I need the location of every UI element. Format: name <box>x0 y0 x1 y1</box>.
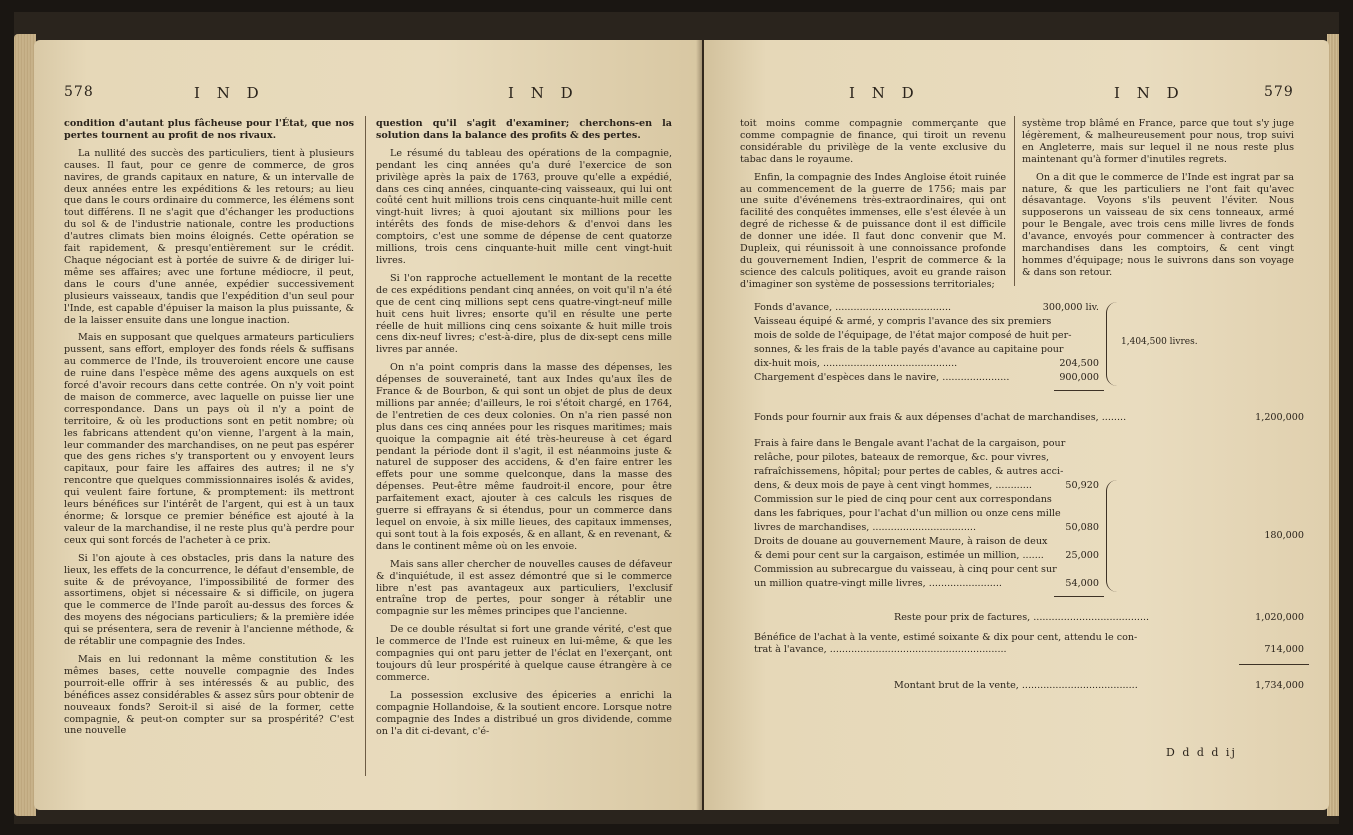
account-row-label: dix-huit mois, ............................................ <box>754 358 958 369</box>
paragraph: Enfin, la compagnie des Indes Angloise étoit ruinée au commencement de la guerre de 1756; mais par une suite d'événemens très-extraordinaires, qui ont facilité des conquêtes immenses, elle s'est élevée à un degré de richesse & de puissance dont il est difficile de donner une idée. Il faut donc convenir que M. Dupleix, qui réunissoit à une connoissance profonde du gouvernement Indien, l'esprit de commerce & la science des calculs politiques, avoit eu grande raison d'imaginer son système de possessions territoriales; <box>740 171 1006 290</box>
paragraph: système trop blâmé en France, parce que tout s'y juge légèrement, & malheureusement pour nous, trop suivi en Angleterre, mais sur lequel il ne nous reste plus maintenant qu'à former d'inutiles regrets. <box>1022 118 1294 165</box>
account-row-value: 204,500 <box>1059 358 1099 369</box>
paragraph: condition d'autant plus fâcheuse pour l'État, que nos pertes tournent au profit de nos rivaux. <box>64 118 354 141</box>
paragraph: Le résumé du tableau des opérations de la compagnie, pendant les cinq années qu'a duré l'exercice de son privilège après la paix de 1763, prouve qu'elle a expédié, dans ces cinq années, cinquante-cinq vaisseaux, qui lui ont coûté cent huit millions trois cens cinquante-huit mille cent vingt-huit livres; à quoi ajoutant six millions pour les intérêts des fonds de mise-dehors & d'envoi dans les comptoirs, c'est une somme de dépense de cent quatorze millions, trois cens cinquante-huit mille cent vingt-huit livres. <box>376 147 672 266</box>
account-row-label: Frais à faire dans le Bengale avant l'achat de la cargaison, pour <box>754 438 1066 449</box>
account-row-value: 900,000 <box>1059 372 1099 383</box>
paragraph: La nullité des succès des particuliers, tient à plusieurs causes. Il faut, pour ce genre de commerce, de gros navires, de grands capitaux en nature, & un intervalle de deux années entre les expéditions & les retours; au lieu que dans le cours ordinaire du commerce, les élémens sont tout différens. Il ne s'agit que d'échanger les productions du sol & de l'industrie nationale, contre les productions d'autres climats bien moins éloignés. Cette opération se fait rapidement, & presqu'entièrement sur le crédit. Chaque négociant est à portée de suivre & de diriger lui-même ses affaires; avec une fortune médiocre, il peut, dans le cours d'une année, expédier successivement plusieurs vaisseaux, tandis que l'expédition d'un seul pour l'Inde, est capable d'épuiser la maison la plus puissante, & de la laisser ensuite dans une longue inaction. <box>64 147 354 326</box>
paragraph: Si l'on ajoute à ces obstacles, pris dans la nature des lieux, les effets de la concurrence, le défaut d'ensemble, de suite & de prévoyance, l'impossibilité de former des assortimens, objet si nécessaire & si difficile, on jugera que le commerce de l'Inde paroît au-dessus des forces & des moyens des négocians particuliers; & la première idée qui se présentera, sera de revenir à l'ancienne méthode, & de rétablir une compagnie des Indes. <box>64 552 354 648</box>
running-head-right-col2: I N D <box>1114 84 1185 102</box>
account-row-label: rafraîchissemens, hôpital; pour pertes de cables, & autres acci- <box>754 466 1064 477</box>
total-1: 1,404,500 livres. <box>1121 337 1198 347</box>
right-page <box>704 40 1329 810</box>
page-number-left: 578 <box>64 84 94 100</box>
paragraph: Mais en supposant que quelques armateurs particuliers pussent, sans effort, employer des fonds réels & suffisans au commerce de l'Inde, ils trouveroient encore une cause de ruine dans l'espèce même des agens auxquels on est forcé d'avoir recours dans cette contrée. On n'y voit point de maison de commerce, avec laquelle on puisse lier une correspondance. Dans un pays où il n'y a point de territoire, & où les productions sont en petit nombre; où les fabricans attendent qu'on vienne, l'argent à la main, leur commander des marchandises, on ne peut pas espérer que des gens riches s'y transportent ou y envoyent leurs capitaux, pour faire les affaires des autres; il ne s'y rencontre que quelques commissionnaires isolés & avides, qui veulent faire fortune, & promptement: ils mettront leurs bénéfices sur l'intérêt de l'argent, qui est à un taux énorme; & lorsque ce premier bénéfice est ajouté à la valeur de la marchandise, il ne reste plus qu'à perdre pour ceux qui sont forcés de l'acheter à ce prix. <box>64 332 354 546</box>
row-fonds-value: 1,200,000 <box>1255 412 1304 423</box>
account-row-label: dans les fabriques, pour l'achat d'un million ou onze cens mille <box>754 508 1061 519</box>
benefice-label: trat à l'avance, .......................................................... <box>754 644 1007 655</box>
total-2: 180,000 <box>1264 530 1304 541</box>
column-rule-left <box>365 116 366 776</box>
brace-2 <box>1106 480 1117 592</box>
row-fonds-label: Fonds pour fournir aux frais & aux dépenses d'achat de marchandises, ........ <box>754 412 1127 423</box>
account-row-value: 50,920 <box>1065 480 1099 491</box>
account-row-label: sonnes, & les frais de la table payés d'avance au capitaine pour <box>754 344 1064 355</box>
brace-1 <box>1106 302 1117 386</box>
benefice-line-1: Bénéfice de l'achat à la vente, estimé soixante & dix pour cent, attendu le con- <box>754 632 1138 643</box>
rule <box>1239 664 1309 665</box>
account-row-label: dens, & deux mois de paye à cent vingt hommes, ............ <box>754 480 1032 491</box>
account-row-label: Fonds d'avance, ...................................... <box>754 302 952 313</box>
left-page-column-1 <box>64 118 354 743</box>
reste-label: Reste pour prix de factures, ...................................... <box>894 612 1150 623</box>
paragraph: On a dit que le commerce de l'Inde est ingrat par sa nature, & que les particuliers ne l'ont fait qu'avec désavantage. Voyons s'ils peuvent l'éviter. Nous supposerons un vaisseau de six cens tonneaux, armé pour le Bengale, avec trois cens mille livres de fonds d'avance, envoyés pour commencer à contracter des marchandises dans les comptoirs, & cent vingt hommes d'équipage; nous le suivrons dans son voyage & dans son retour. <box>1022 171 1294 278</box>
paragraph: toit moins comme compagnie commerçante que comme compagnie de finance, qui tiroit un revenu considérable du privilège de la vente exclusive du tabac dans le royaume. <box>740 118 1006 165</box>
running-head-right-col1: I N D <box>849 84 920 102</box>
paragraph: La possession exclusive des épiceries a enrichi la compagnie Hollandoise, & la soutient encore. Lorsque notre compagnie des Indes a distribué un gros dividende, comme on l'a dit ci-devant, c'é- <box>376 689 672 737</box>
signature-mark: D d d d ij <box>1166 746 1237 759</box>
account-row-label: & demi pour cent sur la cargaison, estimée un million, ....... <box>754 550 1044 561</box>
benefice-value: 714,000 <box>1264 644 1304 655</box>
account-row-value: 50,080 <box>1065 522 1099 533</box>
paragraph: De ce double résultat si fort une grande vérité, c'est que le commerce de l'Inde est ruineux en lui-même, & que les compagnies qui ont paru jetter de l'éclat en l'exerçant, ont toujours dû leur prospérité à quelque cause étrangère à ce commerce. <box>376 624 672 683</box>
paragraph: On n'a point compris dans la masse des dépenses, les dépenses de souveraineté, tant aux Indes qu'aux îles de France & de Bourbon, & qui sont un objet de plus de deux millions par année; d'ailleurs, le roi s'étoit chargé, en 1764, de l'entretien de ces deux colonies. On n'a rien passé non plus dans ces cinq années pour les risques maritimes; mais quoique la compagnie ait été très-heureuse à cet égard pendant la période dont il s'agit, il est néanmoins juste & naturel de supposer des accidens, & d'en faire entrer les effets pour une somme quelconque, dans la masse des dépenses. Peut-être même faudroit-il encore, pour être parfaitement exact, ajouter à ces calculs les risques de guerre si effrayans & si étendus, pour un commerce dans lequel on envoie, à six mille lieues, des capitaux immenses, qui sont tout à la fois exposés, & en allant, & en revenant, & dans le continent même où on les envoie. <box>376 362 672 552</box>
page-number-right: 579 <box>1264 84 1294 100</box>
running-head-left-col2: I N D <box>508 84 579 102</box>
account-row-value: 300,000 liv. <box>1042 302 1099 313</box>
account-row-label: relâche, pour pilotes, bateaux de remorque, &c. pour vivres, <box>754 452 1050 463</box>
account-row-label: Vaisseau équipé & armé, y compris l'avance des six premiers <box>754 316 1052 327</box>
account-row-label: mois de solde de l'équipage, de l'état major composé de huit per- <box>754 330 1072 341</box>
account-row-label: Chargement d'espèces dans le navire, ...................... <box>754 372 1010 383</box>
paragraph: Si l'on rapproche actuellement le montant de la recette de ces expéditions pendant cinq années, on voit qu'il n'a été que de cent cinq millions sept cens quatre-vingt-neuf mille huit cens huit livres; ensorte qu'il en résulte une perte réelle de huit millions cinq cens soixante & huit mille trois cens dix-neuf livres; c'est-à-dire, plus de dix-sept cens mille livres par année. <box>376 272 672 356</box>
paragraph: Mais sans aller chercher de nouvelles causes de défaveur & d'inquiétude, il est assez démontré que si le commerce libre n'est pas avantageux aux particuliers, l'exclusif entraîne trop de pertes, pour songer à rétablir une compagnie sur les mêmes principes que l'ancienne. <box>376 558 672 618</box>
rule <box>1054 596 1104 597</box>
left-page-edges <box>14 34 36 816</box>
book-spread <box>14 12 1339 824</box>
reste-value: 1,020,000 <box>1255 612 1304 623</box>
account-row-value: 54,000 <box>1065 578 1099 589</box>
montant-label: Montant brut de la vente, ...................................... <box>894 680 1138 691</box>
paragraph: question qu'il s'agit d'examiner; cherchons-en la solution dans la balance des profits & des pertes. <box>376 118 672 141</box>
left-page-column-2 <box>376 118 672 743</box>
account-table <box>754 302 1314 752</box>
paragraph: Mais en lui redonnant la même constitution & les mêmes bases, cette nouvelle compagnie des Indes pourroit-elle offrir à ses intéressés & au public, des bénéfices assez considérables & assez sûrs pour obtenir de nouveaux fonds? Seroit-il si aisé de la former, cette compagnie, & peut-on compter sur sa prospérité? C'est une nouvelle <box>64 653 354 737</box>
column-rule-right <box>1014 116 1015 286</box>
account-row-label: Droits de douane au gouvernement Maure, à raison de deux <box>754 536 1048 547</box>
left-page <box>34 40 702 810</box>
account-row-label: Commission sur le pied de cinq pour cent aux correspondans <box>754 494 1052 505</box>
rule <box>1054 390 1104 391</box>
account-row-label: livres de marchandises, .................................. <box>754 522 977 533</box>
right-page-column-1 <box>740 118 1006 297</box>
account-row-label: Commission au subrecargue du vaisseau, à cinq pour cent sur <box>754 564 1057 575</box>
account-row-label: un million quatre-vingt mille livres, ........................ <box>754 578 1002 589</box>
account-row-value: 25,000 <box>1065 550 1099 561</box>
running-head-left-col1: I N D <box>194 84 265 102</box>
montant-value: 1,734,000 <box>1255 680 1304 691</box>
right-page-column-2 <box>1022 118 1294 285</box>
